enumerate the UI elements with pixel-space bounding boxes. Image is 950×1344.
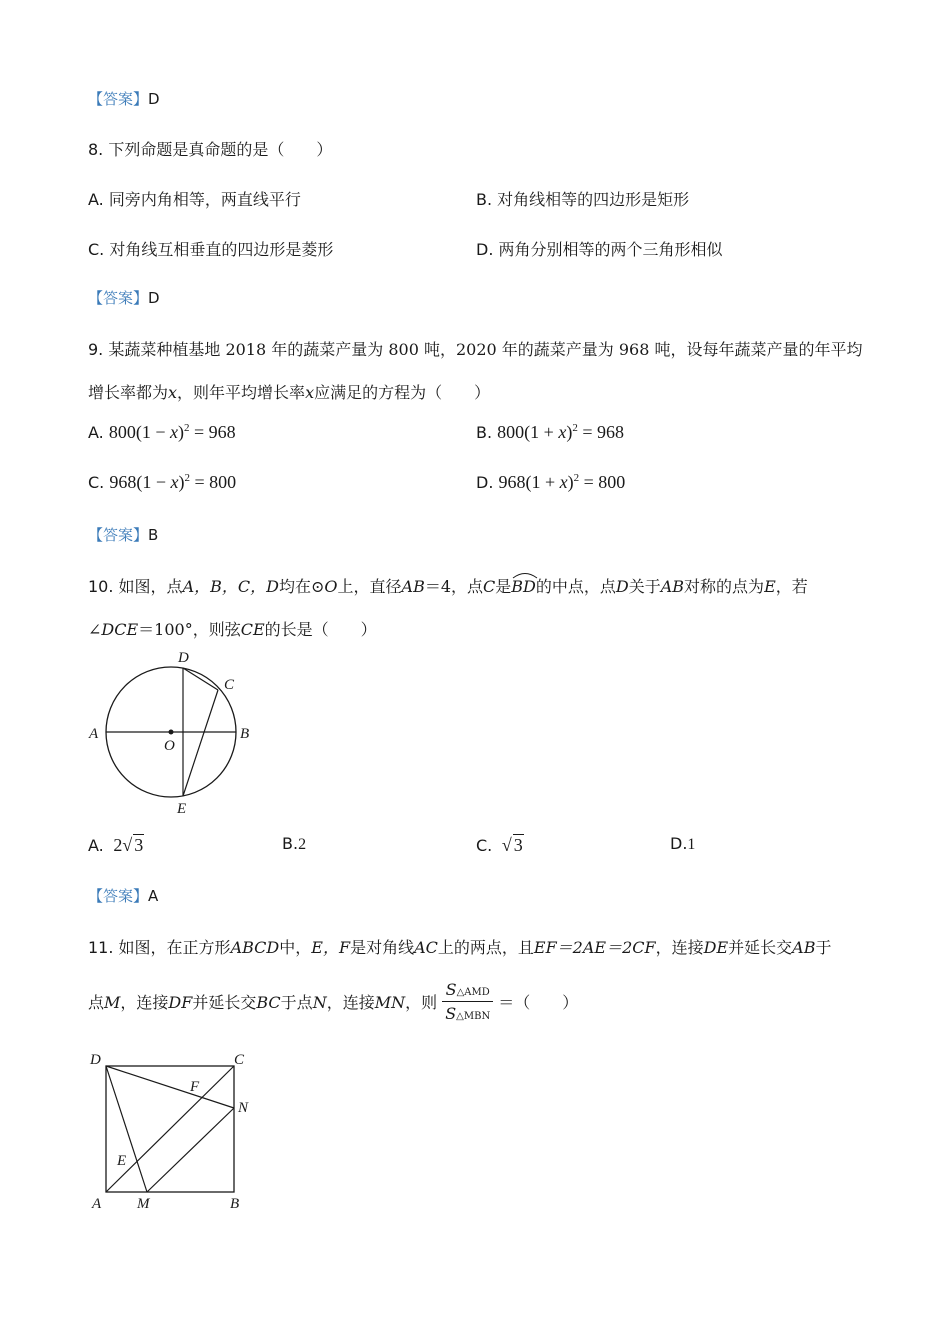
q10-option-b[interactable] <box>282 834 306 854</box>
q10-option-c[interactable] <box>476 834 524 856</box>
label-d: D <box>90 1052 101 1068</box>
t: ＝（ ） <box>498 993 579 1012</box>
option-value: 1 <box>687 836 696 853</box>
m: 968(1 − <box>109 472 171 492</box>
m: 968(1 + <box>498 472 560 492</box>
m: ) <box>567 472 574 492</box>
m: ) <box>566 422 573 442</box>
t: E <box>764 577 776 596</box>
t: 的中点，点 <box>535 577 616 596</box>
t: 并延长交 <box>192 993 257 1012</box>
t: 是对角线 <box>350 938 415 957</box>
answer-q9 <box>88 524 158 545</box>
m: = 800 <box>579 472 626 492</box>
diagonal-ac <box>106 1066 234 1192</box>
option-letter: A. <box>88 836 104 855</box>
option-letter: A. <box>88 190 104 209</box>
var: x <box>305 383 315 402</box>
q9-option-b[interactable] <box>476 422 624 443</box>
label-o: O <box>164 738 175 754</box>
question-text: 下列命题是真命题的是（ ） <box>108 140 333 159</box>
center-dot <box>169 730 174 735</box>
t: 上，直径 <box>337 577 402 596</box>
text: 增长率都为 <box>88 383 169 402</box>
label-f: F <box>190 1079 200 1095</box>
question-number: 9. <box>88 340 104 359</box>
m: = 800 <box>190 472 237 492</box>
m: 800(1 − <box>108 422 170 442</box>
label-d: D <box>178 650 189 666</box>
var: x <box>170 472 179 492</box>
option-letter: D. <box>476 240 494 259</box>
question-9-line1 <box>88 337 862 360</box>
label-n: N <box>238 1100 249 1116</box>
option-text: 两角分别相等的两个三角形相似 <box>498 240 723 259</box>
option-letter: C. <box>476 836 493 855</box>
option-math <box>109 422 236 442</box>
var: x <box>559 472 568 492</box>
answer-value: D <box>148 90 160 108</box>
q9-option-d[interactable] <box>476 472 625 493</box>
arc-mark <box>511 571 539 579</box>
q8-option-b[interactable] <box>476 187 689 210</box>
option-math <box>499 472 626 492</box>
option-letter: C. <box>88 240 105 259</box>
option-text: 同旁内角相等，两直线平行 <box>108 190 301 209</box>
question-number: 11. <box>88 938 114 957</box>
t: C <box>483 577 496 596</box>
option-math <box>109 472 236 492</box>
label-c: C <box>234 1052 245 1068</box>
answer-label: 【答案】 <box>88 526 149 544</box>
option-letter: B. <box>282 834 299 853</box>
question-number: 8. <box>88 140 104 159</box>
line-dn <box>106 1066 234 1108</box>
answer-q7 <box>88 88 160 109</box>
q9-option-c[interactable] <box>88 472 236 493</box>
exp: 2 <box>572 422 578 434</box>
t: BD <box>511 577 536 596</box>
answer-value: D <box>148 289 160 307</box>
t: AB <box>401 577 425 596</box>
m: = 968 <box>577 422 624 442</box>
option-letter: D. <box>670 834 688 853</box>
chord-dc <box>183 668 218 690</box>
area-ratio-fraction <box>442 980 493 1023</box>
t: ∠DCE <box>88 620 139 639</box>
t: EF＝2AE＝2CF <box>533 938 656 957</box>
chord-ce <box>183 690 218 796</box>
coef: 2 <box>113 835 123 855</box>
t: 如图，在正方形 <box>118 938 231 957</box>
answer-label: 【答案】 <box>88 289 149 307</box>
answer-value: A <box>148 887 159 905</box>
exp: 2 <box>573 472 580 484</box>
question-9-line2 <box>88 380 490 403</box>
option-letter: A. <box>88 423 104 442</box>
option-letter: B. <box>476 423 493 442</box>
question-text: 某蔬菜种植基地 2018 年的蔬菜产量为 800 吨，2020 年的蔬菜产量为 968 吨，设每年蔬菜产量的年平均 <box>108 340 863 359</box>
q10-option-d[interactable] <box>670 834 695 854</box>
m: 800(1 + <box>497 422 559 442</box>
t: BC <box>256 993 281 1012</box>
t: ＝100°，则弦 <box>138 620 241 639</box>
t: 是 <box>495 577 512 596</box>
t: DE <box>703 938 729 957</box>
t: MN <box>374 993 406 1012</box>
t: AC <box>414 938 438 957</box>
var: x <box>558 422 567 442</box>
exp: 2 <box>184 472 191 484</box>
question-11-line2 <box>88 980 578 1023</box>
label-m: M <box>137 1196 150 1212</box>
t: 对称的点为 <box>684 577 765 596</box>
t: DF <box>168 993 193 1012</box>
label-e: E <box>117 1153 127 1169</box>
m: ) <box>178 472 185 492</box>
t: 均在⊙ <box>278 577 325 596</box>
sub: △MBN <box>456 1011 491 1022</box>
option-math: √ 3 <box>497 835 523 855</box>
s: S <box>445 1004 457 1023</box>
q10-option-a[interactable] <box>88 834 144 856</box>
t: CE <box>240 620 265 639</box>
s: S <box>445 980 457 999</box>
question-10-line1 <box>88 574 808 597</box>
label-a: A <box>92 1196 102 1212</box>
t: AB <box>660 577 685 596</box>
line-dm <box>106 1066 147 1192</box>
text: 应满足的方程为（ ） <box>314 383 491 402</box>
option-math <box>497 422 624 442</box>
exp: 2 <box>184 422 190 434</box>
t: O <box>324 577 338 596</box>
text: ，则年平均增长率 <box>177 383 306 402</box>
option-text: 对角线相等的四边形是矩形 <box>497 190 690 209</box>
answer-label: 【答案】 <box>88 887 149 905</box>
q8-option-c[interactable] <box>88 237 333 260</box>
arc-bd <box>511 577 536 596</box>
answer-label: 【答案】 <box>88 90 149 108</box>
label-c: C <box>224 677 235 693</box>
t: 上的两点，且 <box>437 938 534 957</box>
label-b: B <box>230 1196 240 1212</box>
question-11-line1 <box>88 935 832 958</box>
label-b: B <box>240 726 250 742</box>
t: 点 <box>88 993 105 1012</box>
q8-option-d[interactable] <box>476 237 723 260</box>
circle-figure <box>86 645 256 820</box>
t: 于 <box>815 938 832 957</box>
t: ，则 <box>405 993 438 1012</box>
option-letter: B. <box>476 190 493 209</box>
option-math: 2√ 3 <box>113 835 144 855</box>
t: M <box>104 993 121 1012</box>
question-number: 10. <box>88 577 114 596</box>
option-value: 2 <box>298 836 307 853</box>
label-a: A <box>89 726 99 742</box>
t: N <box>312 993 327 1012</box>
radicand: 3 <box>513 835 523 855</box>
line2-lead <box>88 990 437 1013</box>
m: ) <box>178 422 184 442</box>
t: D <box>615 577 629 596</box>
t: ，连接 <box>120 993 169 1012</box>
t: ，若 <box>775 577 808 596</box>
option-letter: D. <box>476 473 494 492</box>
var: x <box>170 422 178 442</box>
label-e: E <box>177 801 187 817</box>
t: 关于 <box>628 577 661 596</box>
question-8-stem <box>88 137 332 160</box>
square-figure <box>86 1048 261 1218</box>
option-text: 对角线互相垂直的四边形是菱形 <box>109 240 334 259</box>
t: A，B，C，D <box>182 577 279 596</box>
t: ABCD <box>230 938 280 957</box>
t: 中， <box>279 938 312 957</box>
q9-option-a[interactable] <box>88 422 236 443</box>
t: AB <box>792 938 816 957</box>
question-10-line2 <box>88 617 377 640</box>
m: = 968 <box>189 422 236 442</box>
t: 如图，点 <box>118 577 183 596</box>
t: ＝4，点 <box>424 577 484 596</box>
sub: △AMD <box>456 987 490 998</box>
t: E，F <box>311 938 351 957</box>
answer-value: B <box>148 526 159 544</box>
radicand: 3 <box>134 835 144 855</box>
t: 于点 <box>280 993 313 1012</box>
t: 的长是（ ） <box>264 620 377 639</box>
denominator <box>442 1002 493 1023</box>
line-mn <box>147 1108 234 1192</box>
var: x <box>168 383 178 402</box>
answer-q8 <box>88 287 160 308</box>
t: 并延长交 <box>728 938 793 957</box>
q8-option-a[interactable] <box>88 187 301 210</box>
numerator <box>442 980 493 1002</box>
t: ，连接 <box>655 938 704 957</box>
option-letter: C. <box>88 473 105 492</box>
t: ，连接 <box>326 993 375 1012</box>
answer-q10 <box>88 885 158 906</box>
